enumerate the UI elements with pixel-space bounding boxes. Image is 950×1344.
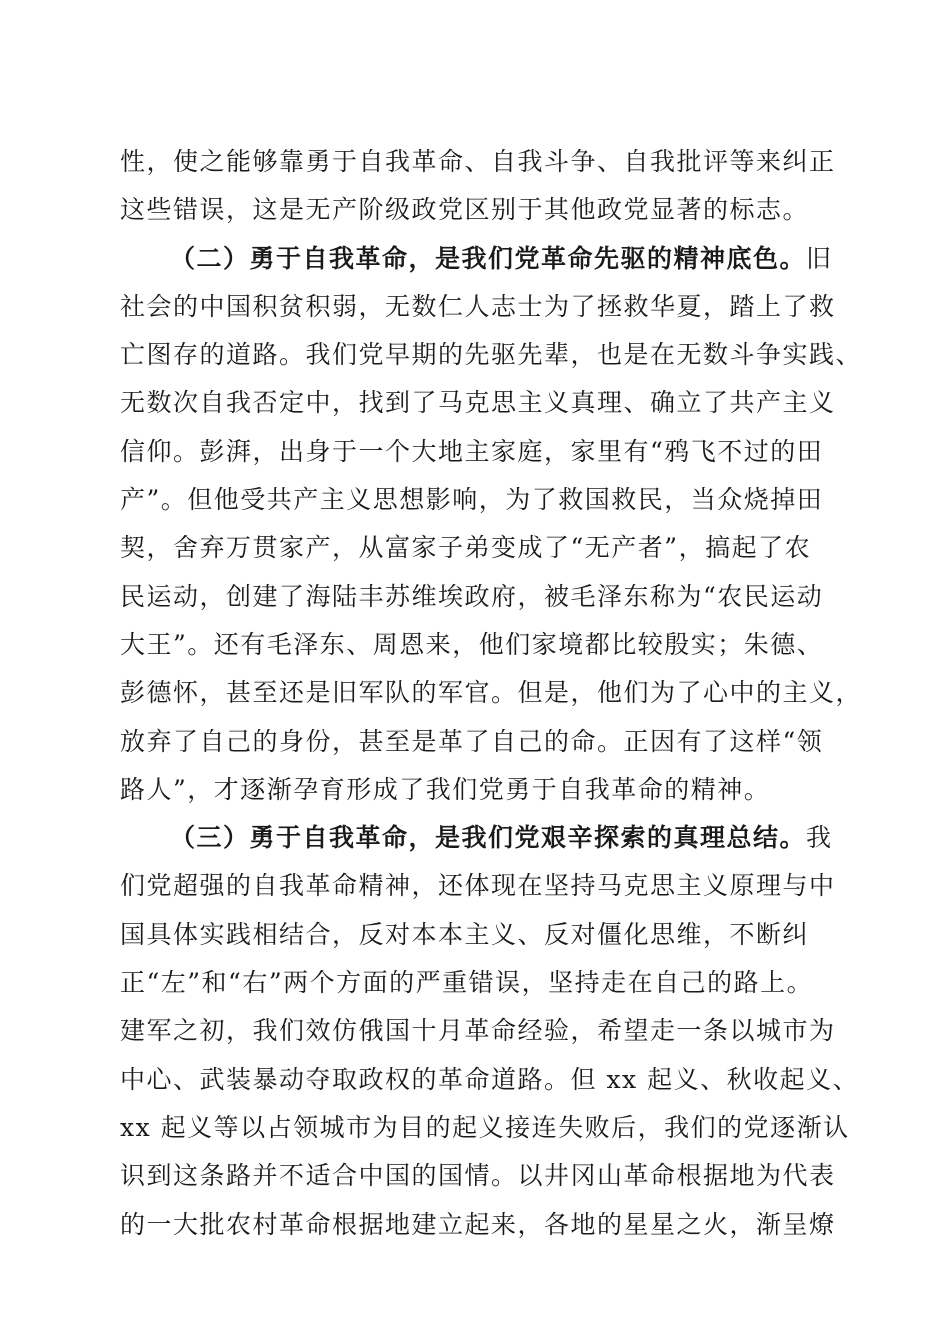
text-line xyxy=(120,621,836,669)
text-line xyxy=(120,476,836,524)
text-run: 中心、武装暴动夺取政权的革命道路。但 xx 起义、秋收起义、 xyxy=(120,1064,860,1094)
text-line xyxy=(120,283,836,331)
text-run: 彭德怀，甚至还是旧军队的军官。但是，他们为了心中的主义， xyxy=(120,678,863,708)
text-line xyxy=(120,862,836,910)
text-line xyxy=(120,331,863,379)
text-line xyxy=(120,766,836,814)
text-run: 契，舍弃万贯家产，从富家子弟变成了“无产者”，搞起了农 xyxy=(120,533,812,563)
body-text xyxy=(120,138,863,1249)
text-run: 识到这条路并不适合中国的国情。以井冈山革命根据地为代表 xyxy=(120,1161,836,1191)
text-run: 正“左”和“右”两个方面的严重错误，坚持走在自己的路上。 xyxy=(120,968,814,998)
text-run: xx 起义等以占领城市为目的起义接连失败后，我们的党逐渐认 xyxy=(120,1112,850,1142)
section-heading-line xyxy=(120,235,836,283)
text-line xyxy=(120,718,836,766)
text-line xyxy=(120,379,836,427)
text-run: 的一大批农村革命根据地建立起来，各地的星星之火，渐呈燎 xyxy=(120,1209,836,1239)
text-run: 信仰。彭湃，出身于一个大地主家庭，家里有“鸦飞不过的田 xyxy=(120,436,824,466)
text-line xyxy=(120,911,836,959)
section-heading-line xyxy=(120,814,836,862)
text-run: 社会的中国积贫积弱，无数仁人志士为了拯救华夏，踏上了救 xyxy=(120,291,836,321)
text-line xyxy=(120,1104,850,1152)
text-line xyxy=(120,573,836,621)
text-run: 性，使之能够靠勇于自我革命、自我斗争、自我批评等来纠正 xyxy=(120,147,836,176)
text-run: 们党超强的自我革命精神，还体现在坚持马克思主义原理与中 xyxy=(120,871,836,901)
text-run: 无数次自我否定中，找到了马克思主义真理、确立了共产主义 xyxy=(120,388,836,418)
text-run: 旧 xyxy=(806,243,833,273)
text-run: 产”。但他受共产主义思想影响，为了救国救民，当众烧掉田 xyxy=(120,485,824,515)
text-line xyxy=(120,1201,836,1249)
text-run: 路人”，才逐渐孕育形成了我们党勇于自我革命的精神。 xyxy=(120,774,771,804)
text-line xyxy=(120,186,836,234)
text-run: 我 xyxy=(806,823,833,853)
text-line xyxy=(120,1152,836,1200)
text-run: 这些错误，这是无产阶级政党区别于其他政党显著的标志。 xyxy=(120,195,810,225)
text-line xyxy=(120,138,836,186)
text-run: 民运动，创建了海陆丰苏维埃政府，被毛泽东称为“农民运动 xyxy=(120,581,824,611)
text-line xyxy=(120,524,836,572)
text-line xyxy=(120,669,863,717)
text-run: 建军之初，我们效仿俄国十月革命经验，希望走一条以城市为 xyxy=(120,1016,836,1046)
text-line xyxy=(120,1056,860,1104)
text-line xyxy=(120,959,836,1007)
section-heading-2: （二）勇于自我革命，是我们党革命先驱的精神底色。 xyxy=(170,243,807,273)
text-line xyxy=(120,1007,836,1055)
text-line xyxy=(120,428,836,476)
section-heading-3: （三）勇于自我革命，是我们党艰辛探索的真理总结。 xyxy=(170,823,807,853)
text-run: 大王”。还有毛泽东、周恩来，他们家境都比较殷实；朱德、 xyxy=(120,629,824,659)
text-run: 国具体实践相结合，反对本本主义、反对僵化思维，不断纠 xyxy=(120,919,810,949)
text-run: 亡图存的道路。我们党早期的先驱先辈，也是在无数斗争实践、 xyxy=(120,340,863,370)
text-run: 放弃了自己的身份，甚至是革了自己的命。正因有了这样“领 xyxy=(120,726,824,756)
